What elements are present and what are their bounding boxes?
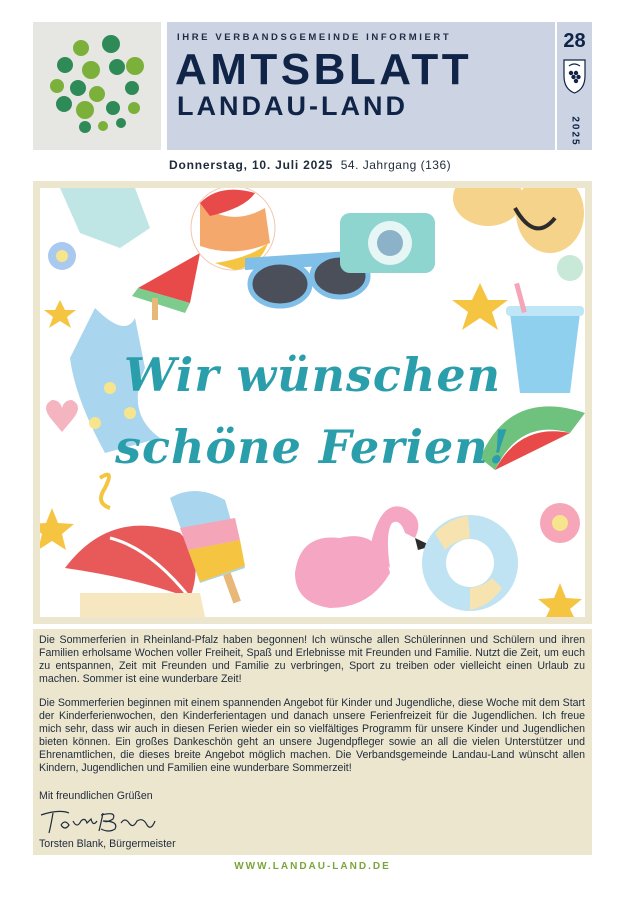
summer-banner (33, 181, 592, 624)
dot-logo-icon (33, 22, 161, 150)
coat-of-arms-icon (557, 56, 592, 96)
issue-year: 2025 (569, 116, 581, 147)
logo (33, 22, 161, 150)
banner-line-2: schöne Ferien! (115, 420, 510, 474)
summer-decor-icon (40, 188, 585, 617)
signature-icon (39, 807, 159, 837)
issue-date: Donnerstag, 10. Juli 2025 (169, 158, 334, 172)
letter-box (33, 629, 592, 855)
masthead-title: AMTSBLATT (175, 45, 473, 94)
issue-panel (557, 22, 592, 150)
dateline (169, 158, 451, 172)
footer-url[interactable]: WWW.LANDAU-LAND.DE (234, 861, 391, 872)
issue-number: 28 (563, 30, 586, 52)
masthead-subtitle: LANDAU-LAND (177, 91, 408, 121)
banner-line-1: Wir wünschen (123, 348, 502, 402)
masthead (167, 22, 555, 150)
summer-illustration (40, 188, 585, 617)
letter-signer: Torsten Blank, Bürgermeister (39, 838, 176, 850)
letter-closing: Mit freundlichen Grüßen (39, 790, 153, 802)
masthead-tagline: IHRE VERBANDSGEMEINDE INFORMIERT (177, 32, 452, 43)
letter-paragraph-1: Die Sommerferien in Rheinland-Pfalz haben begonnen! Ich wünsche allen Schülerinnen und Schülern und ihren Familien erholsame Wochen voller Freiheit, Spaß und Erlebnisse mit Freunden und Familie. Nutzt die Zeit, um euch zu entspannen, Zeit mit Freunden und Familie zu verbringen, Sport zu treiben oder vielleicht einen Urlaub zu machen. Sommer ist eine wunderbare Zeit! (39, 634, 585, 685)
volume-info: 54. Jahrgang (136) (340, 158, 452, 172)
letter-paragraph-2: Die Sommerferien beginnen mit einem spannenden Angebot für Kinder und Jugendliche, diese Woche mit dem Start der Kinderferienwochen, den Kinderferientagen und danach unsere Ferienfreizeit für die Jugendlichen. Ich freue mich sehr, dass wir auch in diesen Ferien wieder ein so vielfältiges Programm für unsere Kinder und Jugendlichen bieten können. Ein großes Dankeschön geht an unsere Jugendpfleger sowie an all die vielen Unterstützer und Ehrenamtlichen, die dieses breite Angebot möglich machen. Die Verbandsgemeinde Landau-Land wünscht allen Kindern, Jugendlichen und Familien eine wunderbare Sommerzeit! (39, 697, 585, 774)
